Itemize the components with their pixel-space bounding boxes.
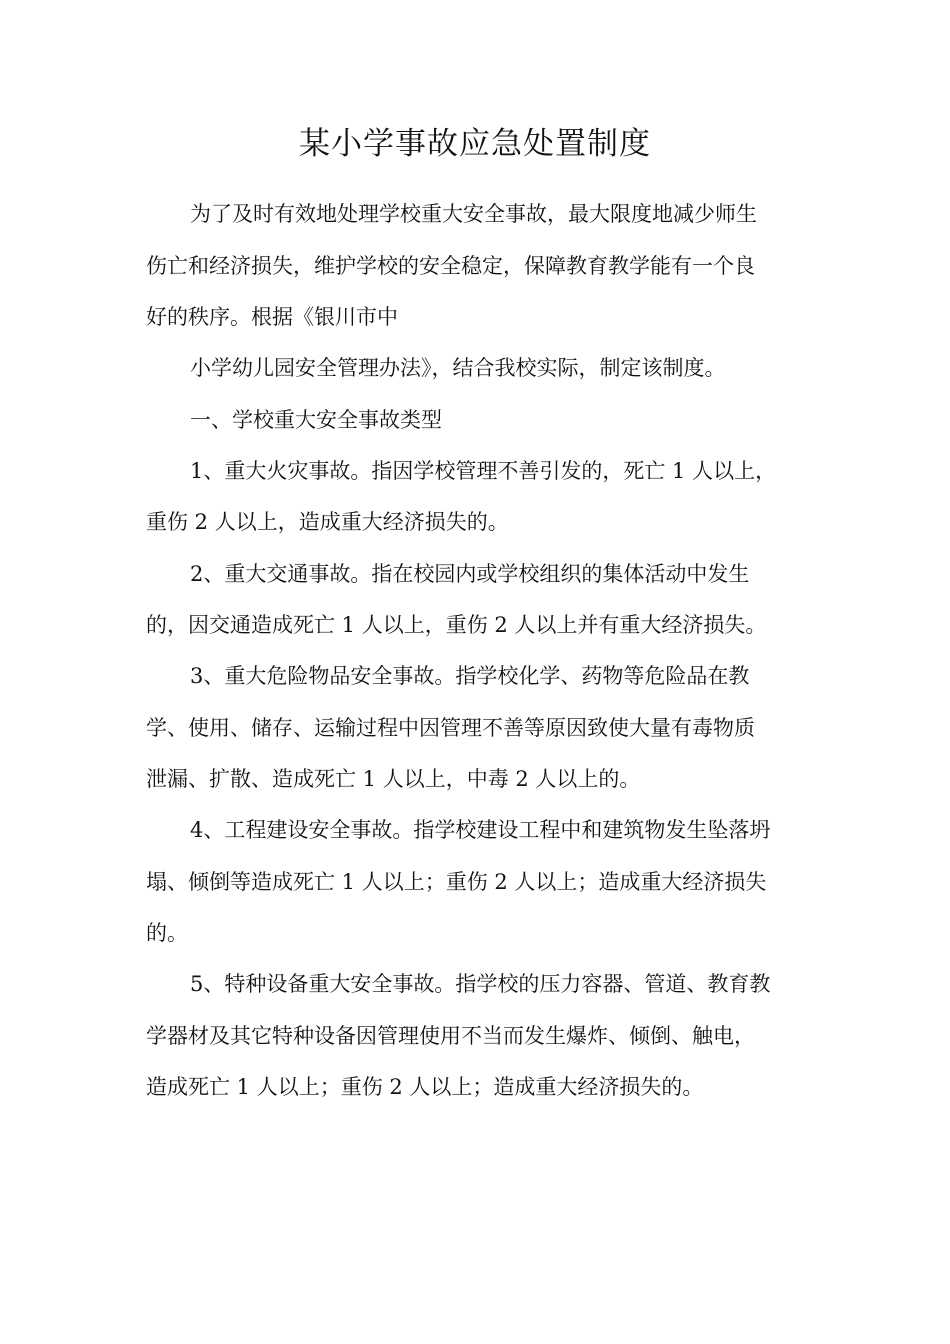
paragraph-line: 好的秩序。根据《银川市中 [146, 305, 398, 329]
paragraph-line: 3、重大危险物品安全事故。指学校化学、药物等危险品在教 [190, 664, 750, 688]
paragraph-line: 的。 [146, 921, 188, 945]
paragraph-line: 的，因交通造成死亡 1 人以上，重伤 2 人以上并有重大经济损失。 [146, 613, 767, 637]
paragraph-line: 为了及时有效地处理学校重大安全事故，最大限度地减少师生 [190, 202, 757, 226]
paragraph-line: 1、重大火灾事故。指因学校管理不善引发的，死亡 1 人以上， [190, 459, 777, 483]
paragraph-line: 学、使用、储存、运输过程中因管理不善等原因致使大量有毒物质 [146, 716, 755, 740]
paragraph-line: 小学幼儿园安全管理办法》，结合我校实际，制定该制度。 [190, 356, 726, 380]
paragraph-line: 塌、倾倒等造成死亡 1 人以上；重伤 2 人以上；造成重大经济损失 [146, 870, 767, 894]
section-heading: 一、学校重大安全事故类型 [190, 408, 442, 432]
document-title: 某小学事故应急处置制度 [299, 126, 651, 162]
paragraph-line: 造成死亡 1 人以上；重伤 2 人以上；造成重大经济损失的。 [146, 1075, 704, 1099]
paragraph-line: 5、特种设备重大安全事故。指学校的压力容器、管道、教育教 [190, 972, 771, 996]
paragraph-line: 学器材及其它特种设备因管理使用不当而发生爆炸、倾倒、触电， [146, 1024, 755, 1048]
paragraph-line: 重伤 2 人以上，造成重大经济损失的。 [146, 510, 509, 534]
paragraph-line: 4、工程建设安全事故。指学校建设工程中和建筑物发生坠落坍 [190, 818, 771, 842]
paragraph-line: 伤亡和经济损失，维护学校的安全稳定，保障教育教学能有一个良 [146, 254, 755, 278]
paragraph-line: 2、重大交通事故。指在校园内或学校组织的集体活动中发生 [190, 562, 750, 586]
paragraph-line: 泄漏、扩散、造成死亡 1 人以上，中毒 2 人以上的。 [146, 767, 641, 791]
